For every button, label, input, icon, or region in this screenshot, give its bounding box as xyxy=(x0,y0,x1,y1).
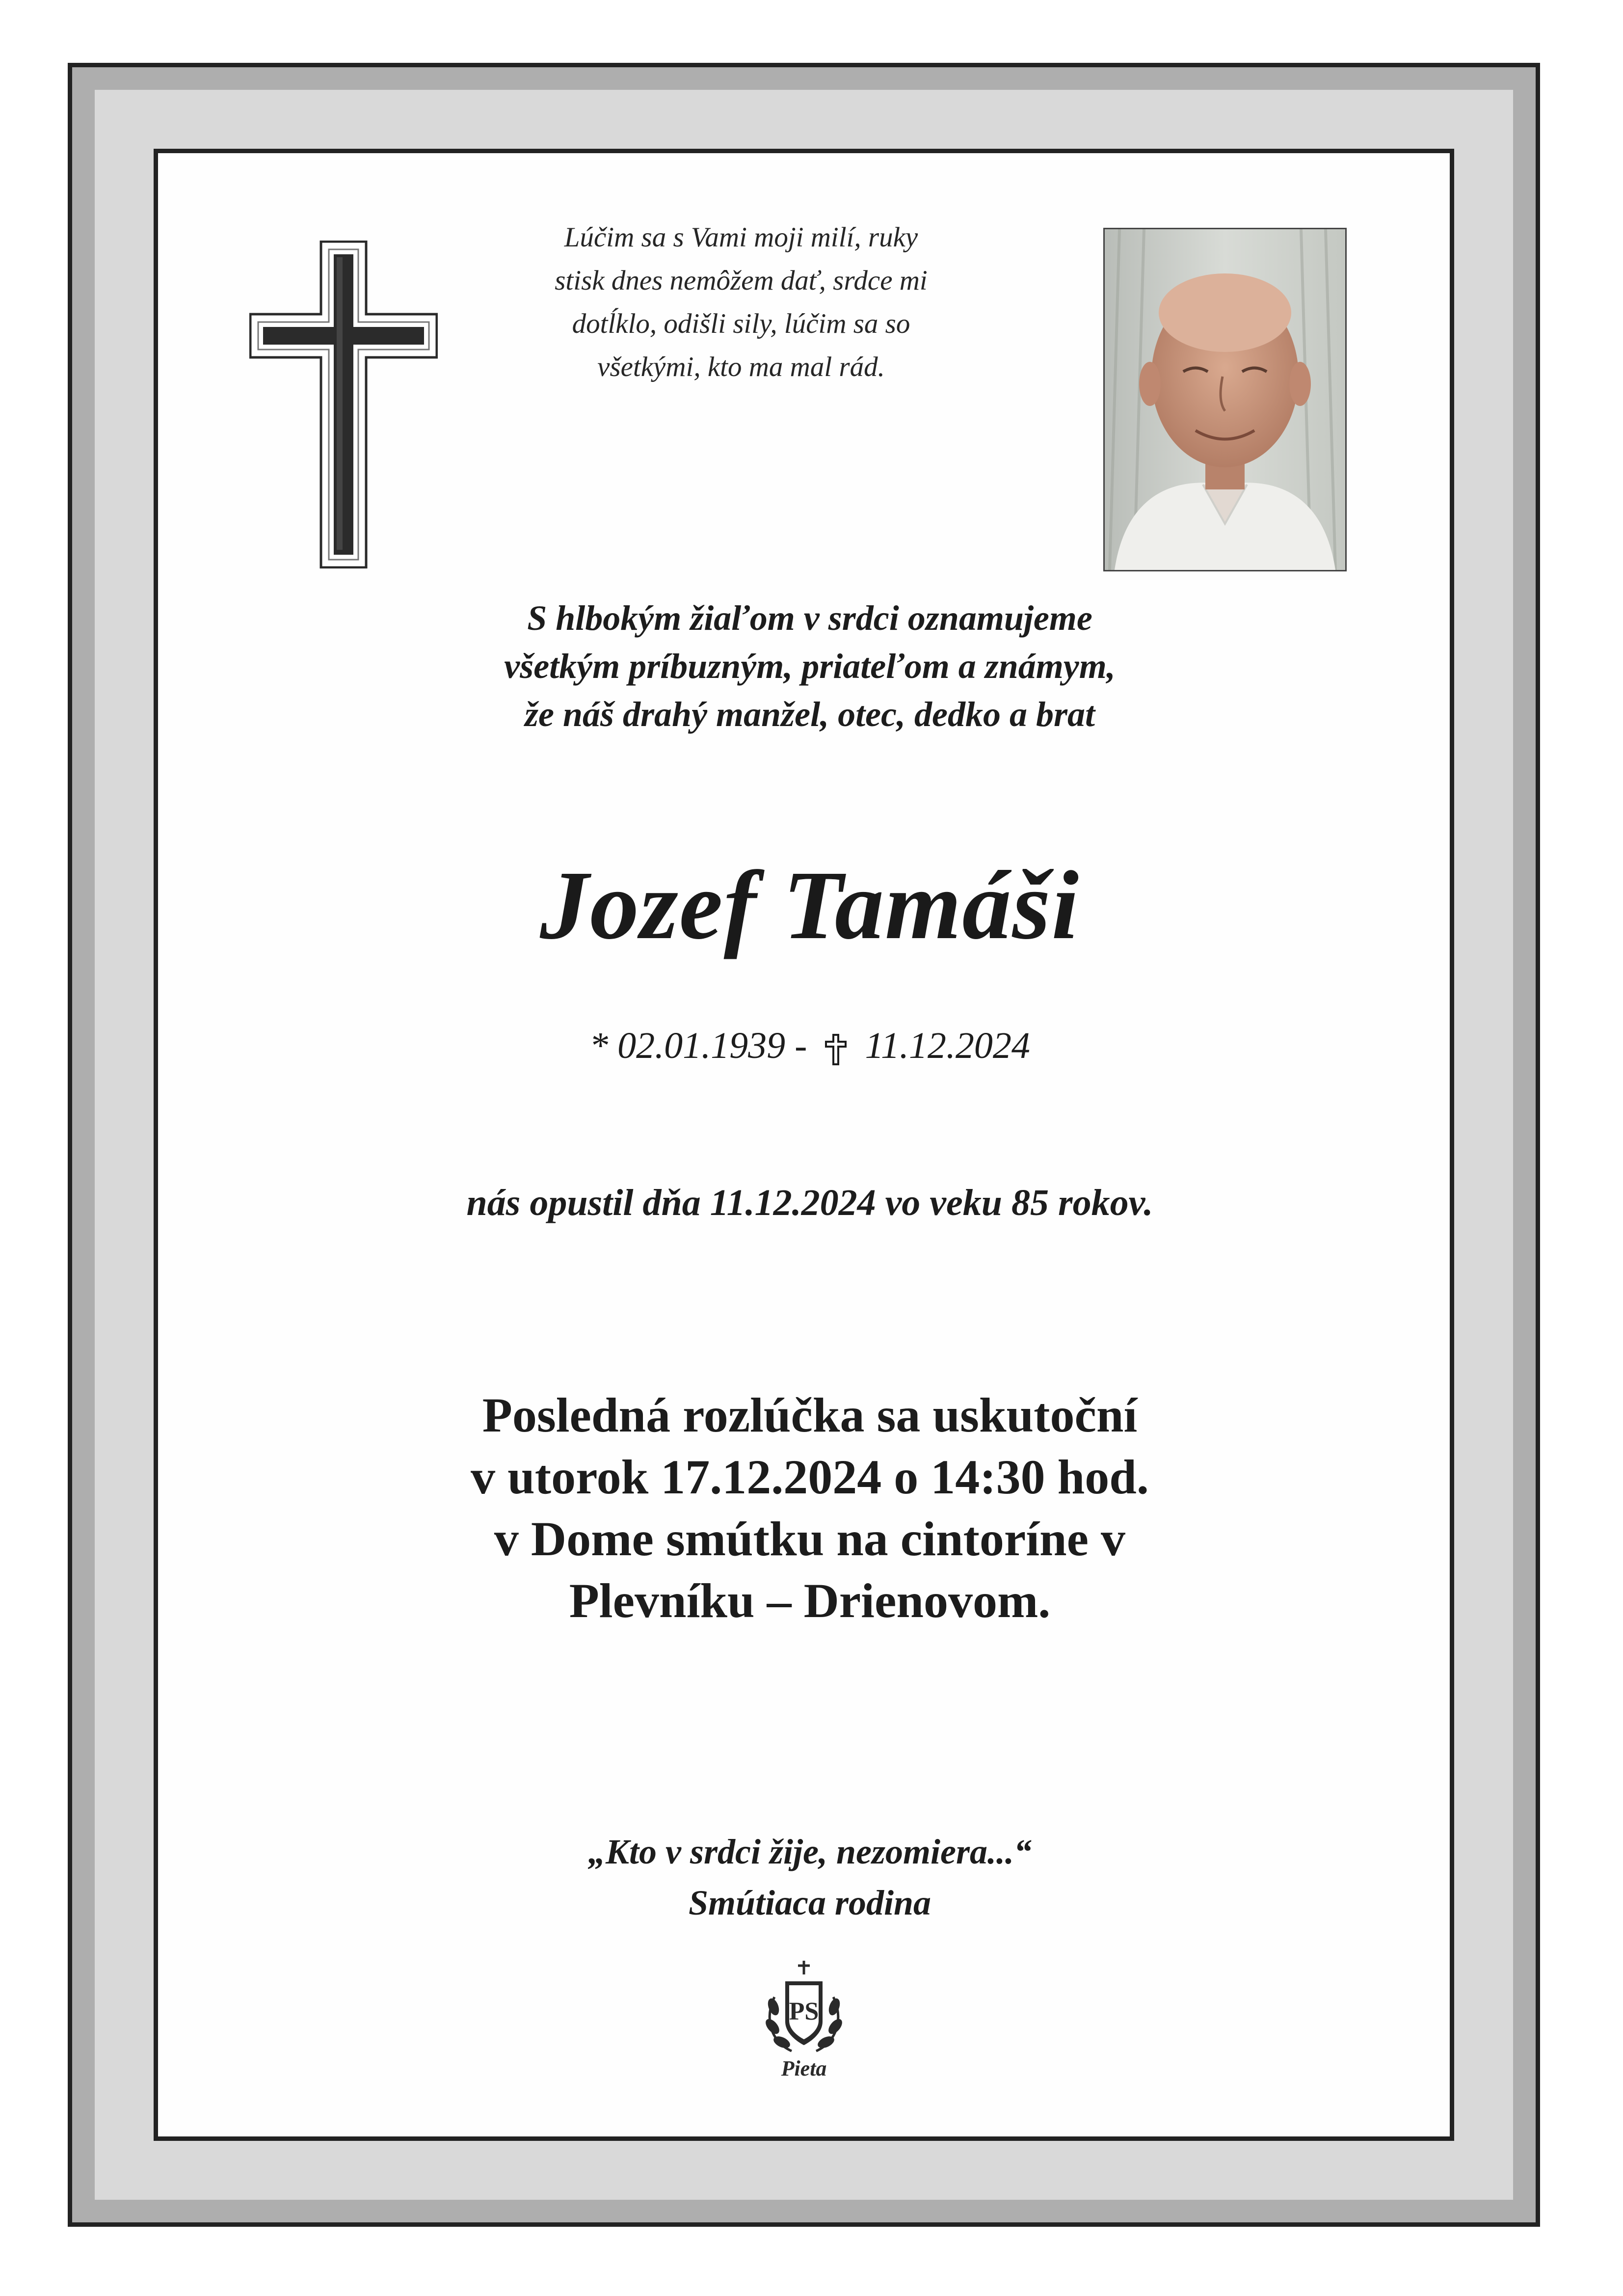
intro-line: všetkým príbuzným, priateľom a známym, xyxy=(504,647,1116,686)
intro-line: S hlbokým žiaľom v srdci oznamujeme xyxy=(527,598,1092,638)
closing-quote: „Kto v srdci žije, nezomiera...“ xyxy=(588,1832,1032,1871)
farewell-verse xyxy=(471,216,1011,389)
family-signature: Smútiaca rodina xyxy=(688,1883,931,1922)
birth-date: * 02.01.1939 - xyxy=(589,1025,807,1066)
closing-block xyxy=(344,1826,1276,1928)
portrait-photo xyxy=(1103,228,1347,571)
funeral-details xyxy=(245,1384,1374,1632)
funeral-line: v Dome smútku na cintoríne v xyxy=(494,1512,1126,1566)
deceased-name: Jozef Tamáši xyxy=(540,851,1080,960)
life-dates xyxy=(393,1021,1227,1070)
verse-line: stisk dnes nemôžem dať, srdce mi xyxy=(555,265,928,296)
verse-line: Lúčim sa s Vami moji milí, ruky xyxy=(564,222,918,253)
intro-line: že náš drahý manžel, otec, dedko a brat xyxy=(525,695,1095,734)
logo-name: Pieta xyxy=(781,2056,827,2080)
departed-statement: nás opustil dňa 11.12.2024 vo veku 85 rokov. xyxy=(466,1182,1153,1223)
announcement-intro xyxy=(344,594,1276,738)
funeral-line: Plevníku – Drienovom. xyxy=(569,1573,1051,1628)
logo-monogram: PS xyxy=(789,1998,819,2026)
funeral-line: Posledná rozlúčka sa uskutoční xyxy=(482,1388,1138,1442)
funeral-line: v utorok 17.12.2024 o 14:30 hod. xyxy=(471,1450,1149,1504)
death-date: 11.12.2024 xyxy=(865,1025,1030,1066)
verse-line: dotĺklo, odišli sily, lúčim sa so xyxy=(572,308,910,339)
death-cross-icon xyxy=(825,1034,847,1065)
verse-line: všetkými, kto ma mal rád. xyxy=(597,351,885,382)
cross-icon xyxy=(249,241,438,568)
